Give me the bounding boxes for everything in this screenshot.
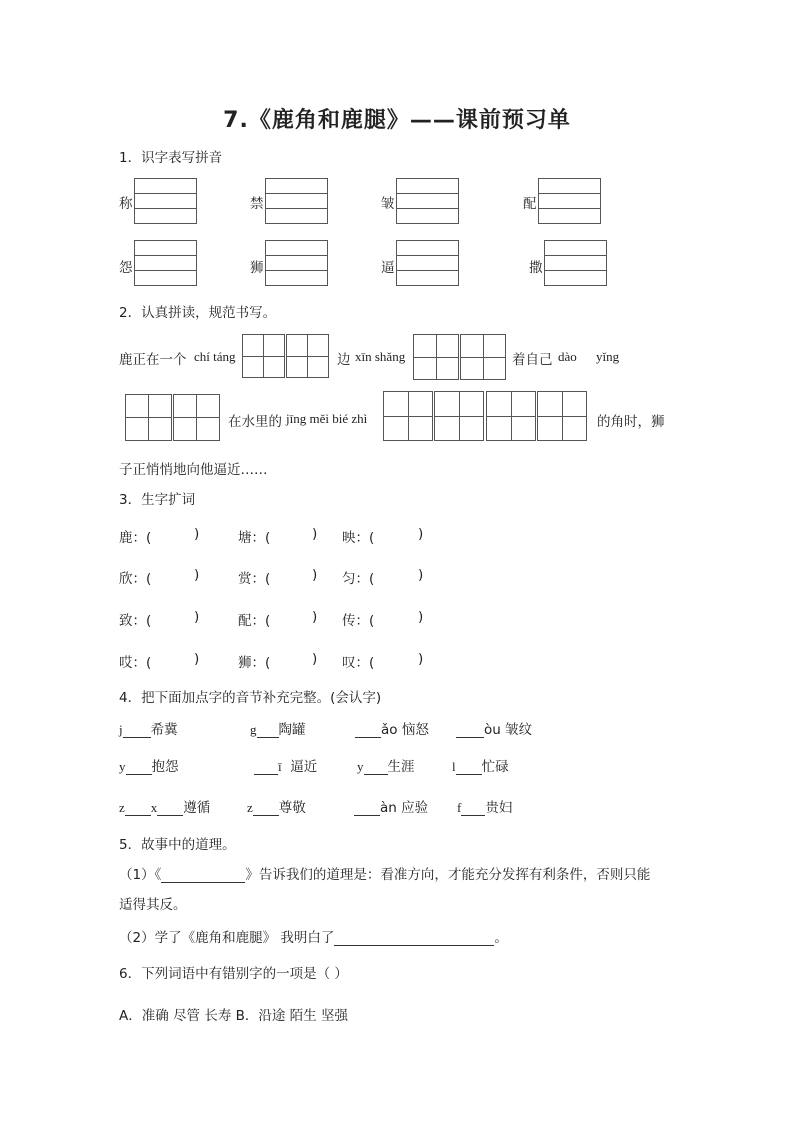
char-3: 皱 (381, 196, 395, 212)
word-entry-close: ) (312, 651, 318, 667)
answer-blank[interactable] (334, 945, 494, 946)
syllable-item: y 生涯 (357, 759, 415, 775)
grid-cell[interactable] (173, 394, 220, 441)
syllable-item: g 陶罐 (250, 722, 306, 738)
pinyin-box-3[interactable] (396, 178, 459, 224)
char-7: 逼 (381, 260, 395, 276)
s6-options: A．准确 尽管 长寿 B．沿途 陌生 坚强 (119, 1008, 348, 1024)
section-5-heading: 5．故事中的道理。 (119, 837, 236, 853)
syllable-item: f 贵妇 (457, 800, 513, 816)
syllable-item: òu 皱纹 (456, 718, 532, 738)
grid-cell[interactable] (434, 391, 484, 441)
grid-cell[interactable] (125, 394, 172, 441)
word-entry-close: ) (418, 567, 424, 583)
grid-cell[interactable] (242, 334, 285, 378)
section-3-heading: 3．生字扩词 (119, 492, 196, 508)
section-6-heading: 6．下列词语中有错别字的一项是（ ） (119, 966, 348, 982)
syllable-item: àn 应验 (354, 796, 428, 816)
word-entry-close: ) (312, 567, 318, 583)
pinyin-box-1[interactable] (134, 178, 197, 224)
word-entry: 鹿：( (119, 530, 152, 546)
syllable-item: ī 逼近 (254, 755, 317, 775)
s2-text-6: 子正悄悄地向他逼近…… (119, 462, 268, 478)
word-entry: 塘：( (238, 530, 271, 546)
syllable-item: ǎo 恼怒 (355, 718, 429, 738)
word-entry-close: ) (194, 609, 200, 625)
s2-pinyin-3: dào (558, 349, 577, 364)
word-entry: 狮：( (238, 655, 271, 671)
s2-pinyin-4: yǐng (596, 349, 620, 364)
s5-question-1-cont: 适得其反。 (119, 897, 187, 913)
word-entry: 叹：( (342, 655, 375, 671)
s2-pinyin-5: jīng měi bié zhì (286, 411, 368, 426)
syllable-item: z 尊敬 (247, 800, 306, 816)
pinyin-box-2[interactable] (265, 178, 328, 224)
syllable-item: l 忙碌 (452, 759, 509, 775)
word-entry-close: ) (194, 567, 200, 583)
pinyin-box-5[interactable] (134, 240, 197, 286)
grid-cell[interactable] (413, 334, 459, 380)
pinyin-box-7[interactable] (396, 240, 459, 286)
word-entry: 映：( (342, 530, 375, 546)
word-entry-close: ) (194, 651, 200, 667)
syllable-item: y 抱怨 (119, 759, 179, 775)
s5-question-1: （1）《 》告诉我们的道理是：看准方向，才能充分发挥有利条件，否则只能 (119, 867, 651, 883)
grid-cell[interactable] (286, 334, 329, 378)
section-4-heading: 4．把下面加点字的音节补充完整。(会认字) (119, 690, 382, 706)
word-entry-close: ) (418, 526, 424, 542)
s2-text-4: 在水里的 (228, 414, 282, 430)
pinyin-box-8[interactable] (544, 240, 607, 286)
s5-question-2: （2）学了《鹿角和鹿腿》 我明白了 。 (119, 930, 508, 946)
word-entry-close: ) (418, 609, 424, 625)
answer-blank[interactable] (161, 882, 245, 883)
grid-cell[interactable] (460, 334, 506, 380)
word-entry: 致：( (119, 613, 152, 629)
s2-pinyin-1: chí táng (194, 349, 236, 364)
page-title: 7.《鹿角和鹿腿》——课前预习单 (223, 108, 571, 133)
word-entry: 赏：( (238, 571, 271, 587)
s2-text-1: 鹿正在一个 (119, 352, 187, 368)
char-2: 禁 (250, 196, 264, 212)
syllable-item: j 希冀 (119, 722, 178, 738)
word-entry-close: ) (194, 526, 200, 542)
word-entry: 配：( (238, 613, 271, 629)
s2-pinyin-2: xīn shǎng (355, 349, 406, 364)
section-1-heading: 1．识字表写拼音 (119, 150, 223, 166)
word-entry-close: ) (418, 651, 424, 667)
pinyin-box-6[interactable] (265, 240, 328, 286)
s2-text-3: 着自己 (512, 352, 553, 368)
word-entry: 欣：( (119, 571, 152, 587)
s2-text-2: 边 (337, 352, 351, 368)
char-1: 称 (119, 196, 133, 212)
grid-cell[interactable] (383, 391, 433, 441)
s2-text-5: 的角时，狮 (597, 414, 665, 430)
word-entry: 匀：( (342, 571, 375, 587)
char-4: 配 (523, 196, 537, 212)
char-6: 狮 (250, 260, 264, 276)
pinyin-box-4[interactable] (538, 178, 601, 224)
word-entry: 传：( (342, 613, 375, 629)
section-2-heading: 2．认真拼读，规范书写。 (119, 305, 277, 321)
char-5: 怨 (119, 260, 133, 276)
word-entry: 哎：( (119, 655, 152, 671)
word-entry-close: ) (312, 526, 318, 542)
word-entry-close: ) (312, 609, 318, 625)
grid-cell[interactable] (537, 391, 587, 441)
char-8: 撒 (529, 260, 543, 276)
grid-cell[interactable] (486, 391, 536, 441)
syllable-item: z x 遵循 (119, 800, 211, 816)
